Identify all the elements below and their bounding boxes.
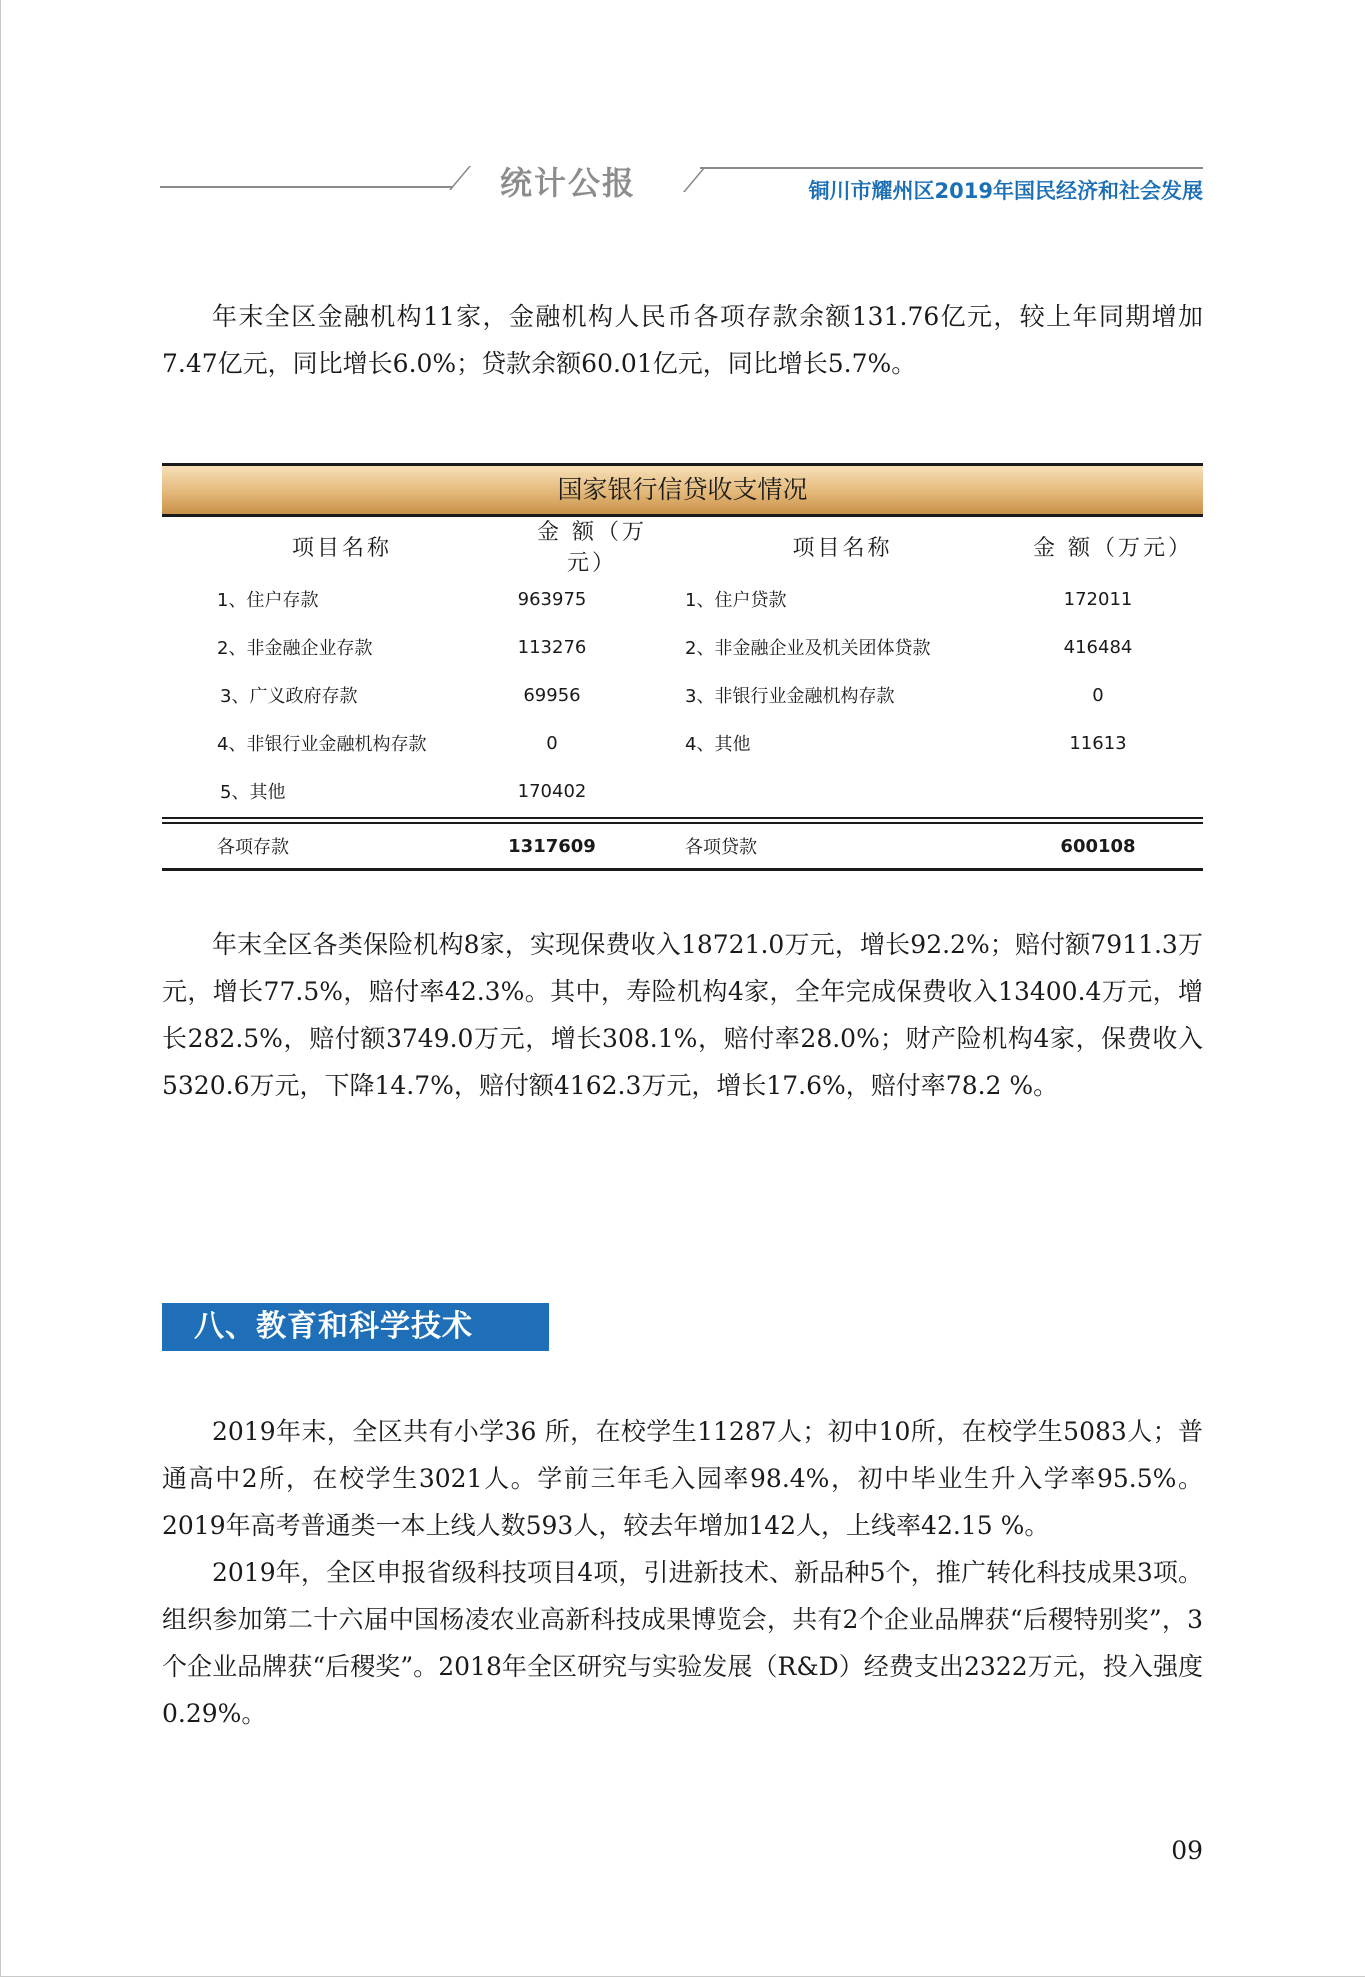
section-heading: 八、教育和科学技术 <box>162 1303 549 1351</box>
table-double-rule <box>162 817 1203 824</box>
table-total-row <box>162 824 1203 871</box>
loan-item: 1、住户贷款 <box>685 590 787 611</box>
loan-amount: 172011 <box>1063 588 1133 610</box>
deposit-item: 5、其他 <box>220 782 286 803</box>
deposit-amount: 69956 <box>523 684 581 706</box>
table-title: 国家银行信贷收支情况 <box>162 463 1203 517</box>
loan-item: 2、非金融企业及机关团体贷款 <box>685 638 931 659</box>
deposit-amount: 963975 <box>517 588 587 610</box>
deposit-item: 1、住户存款 <box>217 590 319 611</box>
header-subtitle: 铜川市耀州区2019年国民经济和社会发展 <box>808 179 1203 203</box>
header-item-name-right: 项目名称 <box>792 535 893 561</box>
loan-item: 4、其他 <box>685 734 751 755</box>
deposit-amount: 113276 <box>517 636 587 658</box>
education-text: 2019年末，全区共有小学36 所，在校学生11287人；初中10所，在校学生5083人；普通高中2所，在校学生3021人。学前三年毛入园率98.4%，初中毕业生升入学率95.5%。2019年高考普通类一本上线人数593人，较去年增加142人，上线率42.15 %。 <box>162 1417 1203 1540</box>
table-row <box>162 575 1203 623</box>
table-row <box>162 671 1203 719</box>
loan-amount: 0 <box>1092 684 1104 706</box>
total-loans-label: 各项贷款 <box>685 837 757 858</box>
header-rule-left <box>160 186 452 188</box>
table-row <box>162 719 1203 767</box>
header-amount-left: 金 额（万元） <box>537 520 647 576</box>
table-header <box>162 517 1203 575</box>
header-rule-right <box>700 167 1203 169</box>
loan-amount: 416484 <box>1063 636 1133 658</box>
deposit-item: 4、非银行业金融机构存款 <box>217 734 427 755</box>
finance-text: 年末全区金融机构11家，金融机构人民币各项存款余额131.76亿元，较上年同期增加7.47亿元，同比增长6.0%；贷款余额60.01亿元，同比增长5.7%。 <box>162 302 1203 378</box>
header-item-name-left: 项目名称 <box>291 535 392 561</box>
insurance-paragraph <box>162 921 1203 1109</box>
deposit-amount: 170402 <box>517 780 587 802</box>
total-loans-amount: 600108 <box>1060 835 1136 857</box>
loan-item: 3、非银行业金融机构存款 <box>685 686 895 707</box>
header-title: 统计公报 <box>500 164 637 202</box>
total-deposits-amount: 1317609 <box>508 835 596 857</box>
loan-amount: 11613 <box>1069 732 1127 754</box>
finance-paragraph <box>162 293 1203 387</box>
education-paragraph <box>162 1408 1203 1737</box>
deposit-item: 2、非金融企业存款 <box>217 638 373 659</box>
insurance-text: 年末全区各类保险机构8家，实现保费收入18721.0万元，增长92.2%；赔付额7911.3万元，增长77.5%，赔付率42.3%。其中，寿险机构4家，全年完成保费收入13400.4万元，增长282.5%，赔付额3749.0万元，增长308.1%，赔付率28.0%；财产险机构4家，保费收入5320.6万元，下降14.7%，赔付额4162.3万元，增长17.6%，赔付率78.2 %。 <box>162 930 1203 1100</box>
deposit-amount: 0 <box>546 732 558 754</box>
credit-table <box>162 463 1203 871</box>
deposit-item: 3、广义政府存款 <box>220 686 358 707</box>
table-row <box>162 623 1203 671</box>
total-deposits-label: 各项存款 <box>217 837 289 858</box>
page-number: 09 <box>1171 1836 1203 1865</box>
header-amount-right: 金 额（万元） <box>1033 535 1193 561</box>
table-row <box>162 767 1203 815</box>
science-text: 2019年，全区申报省级科技项目4项，引进新技术、新品种5个，推广转化科技成果3项。组织参加第二十六届中国杨凌农业高新科技成果博览会，共有2个企业品牌获“后稷特别奖”，3个企业品牌获“后稷奖”。2018年全区研究与实验发展（R&D）经费支出2322万元，投入强度0.29%。 <box>162 1558 1203 1728</box>
